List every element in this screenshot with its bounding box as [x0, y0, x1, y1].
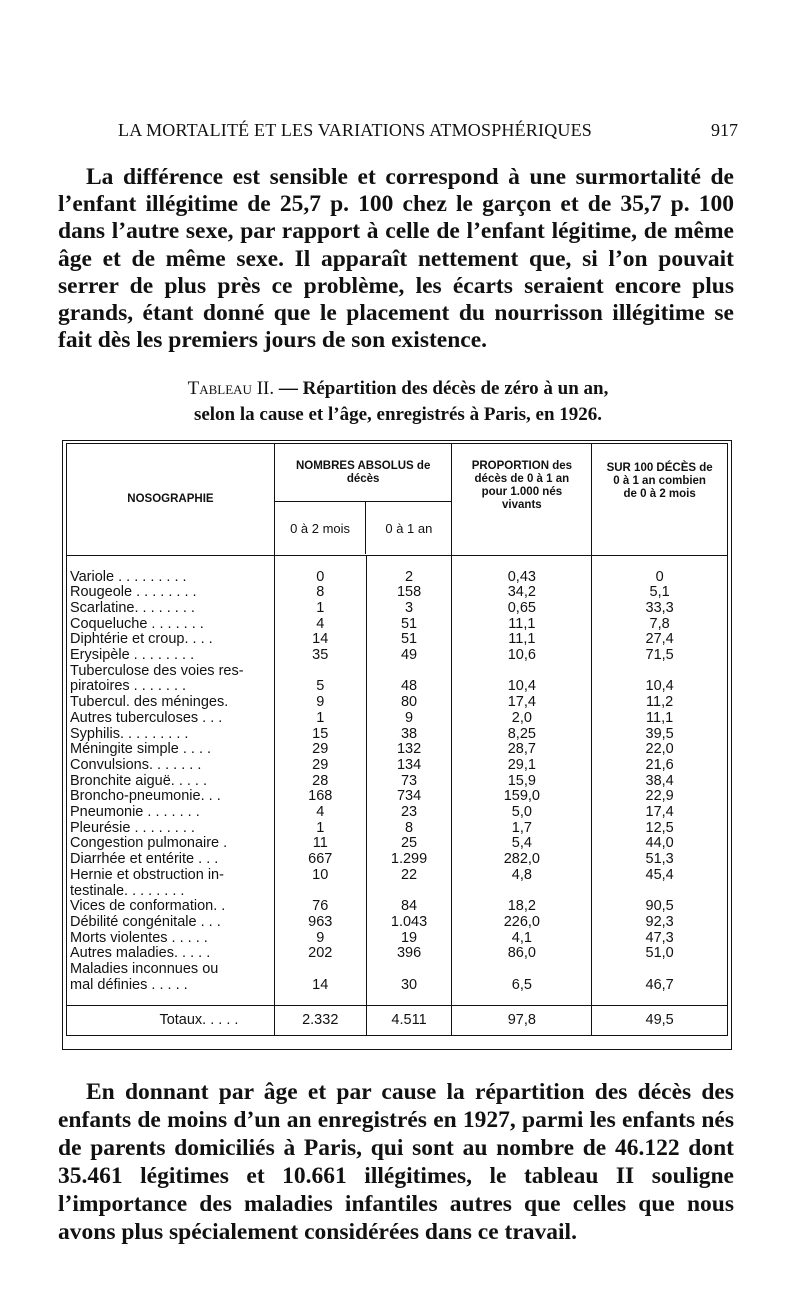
cause-cell: Congestion pulmonaire . [67, 836, 275, 852]
table-row [67, 899, 728, 915]
count-0-1-an-cell: 1.043 [366, 915, 452, 931]
table-body [67, 570, 728, 994]
totals-label: Totaux. . . . . [67, 1005, 275, 1035]
count-0-1-an-cell: 134 [366, 758, 452, 774]
count-0-1-an-cell: 38 [366, 727, 452, 743]
count-0-1-an-cell: 25 [366, 836, 452, 852]
proportion-cell: 11,1 [452, 632, 592, 648]
table-row [67, 931, 728, 947]
pct-cell: 44,0 [592, 836, 728, 852]
count-0-2-mois-cell [274, 962, 366, 978]
proportion-cell: 10,6 [452, 648, 592, 664]
cause-cell: Débilité congénitale . . . [67, 915, 275, 931]
cause-cell: Scarlatine. . . . . . . . [67, 601, 275, 617]
proportion-cell: 0,43 [452, 570, 592, 586]
pct-cell: 22,9 [592, 789, 728, 805]
pct-cell [592, 884, 728, 900]
proportion-cell: 29,1 [452, 758, 592, 774]
table-row [67, 742, 728, 758]
totals-row [67, 1005, 728, 1035]
header-0-1-an: 0 à 1 an [385, 520, 433, 536]
pct-cell: 47,3 [592, 931, 728, 947]
cause-cell: Vices de conformation. . [67, 899, 275, 915]
count-0-2-mois-cell: 9 [274, 695, 366, 711]
count-0-2-mois-cell: 4 [274, 617, 366, 633]
count-0-1-an-cell: 2 [366, 570, 452, 586]
caption-line-2: selon la cause et l’âge, enregistrés à Paris, en 1926. [193, 404, 603, 425]
cause-cell: Tuberculose des voies res- [67, 664, 275, 680]
table-header-row [67, 444, 728, 556]
header-nombres-absolus [274, 444, 452, 556]
proportion-cell: 18,2 [452, 899, 592, 915]
header-nosographie: NOSOGRAPHIE [67, 444, 275, 556]
pct-cell: 51,0 [592, 946, 728, 962]
count-0-2-mois-cell: 15 [274, 727, 366, 743]
cause-cell: Convulsions. . . . . . . [67, 758, 275, 774]
table-row [67, 632, 728, 648]
table-row [67, 585, 728, 601]
count-0-2-mois-cell: 667 [274, 852, 366, 868]
count-0-2-mois-cell: 5 [274, 679, 366, 695]
count-0-1-an-cell: 158 [366, 585, 452, 601]
pct-cell: 38,4 [592, 774, 728, 790]
table-row [67, 789, 728, 805]
table-row [67, 868, 728, 884]
count-0-1-an-cell: 23 [366, 805, 452, 821]
header-sur-100: SUR 100 DÉCÈS de 0 à 1 an combien de 0 à 2 mois [592, 444, 728, 556]
page-number: 917 [711, 120, 738, 140]
caption-line-1 [62, 376, 734, 402]
proportion-cell [452, 664, 592, 680]
count-0-1-an-cell: 734 [366, 789, 452, 805]
proportion-cell: 2,0 [452, 711, 592, 727]
table-row [67, 978, 728, 994]
count-0-2-mois-cell: 1 [274, 601, 366, 617]
closing-paragraph [58, 1078, 734, 1246]
count-0-2-mois-cell: 35 [274, 648, 366, 664]
cause-cell: Variole . . . . . . . . . [67, 570, 275, 586]
cause-cell: mal définies . . . . . [67, 978, 275, 994]
table-row [67, 664, 728, 680]
count-0-1-an-cell: 51 [366, 617, 452, 633]
cause-cell: Rougeole . . . . . . . . [67, 585, 275, 601]
intro-text: La différence est sensible et correspond à une surmortalité de l’enfant illégitime de 25,7 p. 100 chez le garçon et de 35,7 p. 100 dans l’autre sexe, par rapport à celle de l’enfant légitime, de même âge et de même sexe. Il apparaît nettement que, si l’on pouvait serrer de plus près ce problème, les écarts seraient encore plus grands, étant donné que le placement du nourrisson illégitime se fait dès les premiers jours de son existence. [58, 164, 734, 354]
pct-cell: 5,1 [592, 585, 728, 601]
table-row [67, 648, 728, 664]
proportion-cell: 15,9 [452, 774, 592, 790]
count-0-2-mois-cell: 4 [274, 805, 366, 821]
count-0-2-mois-cell: 202 [274, 946, 366, 962]
cause-cell: Diphtérie et croup. . . . [67, 632, 275, 648]
count-0-1-an-cell: 19 [366, 931, 452, 947]
table-row [67, 962, 728, 978]
count-0-2-mois-cell: 76 [274, 899, 366, 915]
proportion-cell: 0,65 [452, 601, 592, 617]
table-caption [62, 376, 734, 428]
table-row [67, 727, 728, 743]
count-0-1-an-cell [366, 884, 452, 900]
count-0-2-mois-cell: 11 [274, 836, 366, 852]
count-0-2-mois-cell: 14 [274, 978, 366, 994]
count-0-2-mois-cell [274, 664, 366, 680]
pct-cell: 46,7 [592, 978, 728, 994]
proportion-cell: 226,0 [452, 915, 592, 931]
proportion-cell: 159,0 [452, 789, 592, 805]
pct-cell: 71,5 [592, 648, 728, 664]
header-0-2-mois: 0 à 2 mois [275, 502, 366, 554]
count-0-2-mois-cell: 168 [274, 789, 366, 805]
table-row [67, 946, 728, 962]
table-row [67, 852, 728, 868]
table-row [67, 601, 728, 617]
pct-cell: 17,4 [592, 805, 728, 821]
table-row [67, 821, 728, 837]
proportion-cell: 34,2 [452, 585, 592, 601]
count-0-2-mois-cell: 8 [274, 585, 366, 601]
header-nombres-title: NOMBRES ABSOLUS de décès [275, 444, 452, 502]
table-row [67, 711, 728, 727]
proportion-cell: 28,7 [452, 742, 592, 758]
count-0-1-an-cell: 1.299 [366, 852, 452, 868]
proportion-cell: 4,1 [452, 931, 592, 947]
pct-cell: 10,4 [592, 679, 728, 695]
count-0-1-an-cell [366, 962, 452, 978]
count-0-1-an-cell: 8 [366, 821, 452, 837]
count-0-2-mois-cell: 963 [274, 915, 366, 931]
cause-cell: Autres tuberculoses . . . [67, 711, 275, 727]
pct-cell: 90,5 [592, 899, 728, 915]
proportion-cell: 282,0 [452, 852, 592, 868]
totals-0-2-mois: 2.332 [274, 1005, 366, 1035]
pct-cell: 27,4 [592, 632, 728, 648]
cause-cell: Bronchite aiguë. . . . . [67, 774, 275, 790]
table-row [67, 695, 728, 711]
table-row [67, 836, 728, 852]
totals-proportion: 97,8 [452, 1005, 592, 1035]
proportion-cell: 6,5 [452, 978, 592, 994]
cause-cell: Méningite simple . . . . [67, 742, 275, 758]
table-row [67, 805, 728, 821]
table-row [67, 884, 728, 900]
pct-cell: 45,4 [592, 868, 728, 884]
table-row [67, 915, 728, 931]
cause-cell: Coqueluche . . . . . . . [67, 617, 275, 633]
proportion-cell: 11,1 [452, 617, 592, 633]
pct-cell: 22,0 [592, 742, 728, 758]
totals-pct: 49,5 [592, 1005, 728, 1035]
proportion-cell: 4,8 [452, 868, 592, 884]
pct-cell: 0 [592, 570, 728, 586]
proportion-cell: 86,0 [452, 946, 592, 962]
table-row [67, 617, 728, 633]
count-0-1-an-cell: 49 [366, 648, 452, 664]
count-0-2-mois-cell: 1 [274, 711, 366, 727]
closing-text: En donnant par âge et par cause la répartition des décès des enfants de moins d’un an enregistrés en 1927, parmi les enfants nés de parents domiciliés à Paris, qui sont au nombre de 46.122 dont 35.461 légitimes et 10.661 illégitimes, le tableau II souligne l’importance des maladies infantiles autres que celles que nous avons plus spécialement considérées dans ce travail. [58, 1079, 734, 1245]
pct-cell: 21,6 [592, 758, 728, 774]
pct-cell: 33,3 [592, 601, 728, 617]
proportion-cell: 1,7 [452, 821, 592, 837]
count-0-2-mois-cell [274, 884, 366, 900]
cause-cell: Erysipèle . . . . . . . . [67, 648, 275, 664]
pct-cell: 11,2 [592, 695, 728, 711]
count-0-2-mois-cell: 28 [274, 774, 366, 790]
count-0-1-an-cell: 30 [366, 978, 452, 994]
proportion-cell [452, 962, 592, 978]
cause-cell: Diarrhée et entérite . . . [67, 852, 275, 868]
count-0-2-mois-cell: 1 [274, 821, 366, 837]
count-0-1-an-cell: 22 [366, 868, 452, 884]
running-title: LA MORTALITÉ ET LES VARIATIONS ATMOSPHÉRIQUES [118, 120, 593, 140]
pct-cell [592, 664, 728, 680]
cause-cell: Hernie et obstruction in- [67, 868, 275, 884]
table-row [67, 758, 728, 774]
proportion-cell: 10,4 [452, 679, 592, 695]
count-0-2-mois-cell: 0 [274, 570, 366, 586]
count-0-1-an-cell [366, 664, 452, 680]
pct-cell: 92,3 [592, 915, 728, 931]
running-header [118, 120, 738, 148]
intro-paragraph [58, 164, 734, 354]
cause-cell: Tubercul. des méninges. [67, 695, 275, 711]
count-0-2-mois-cell: 10 [274, 868, 366, 884]
cause-cell: Autres maladies. . . . . [67, 946, 275, 962]
cause-cell: piratoires . . . . . . . [67, 679, 275, 695]
cause-cell: Morts violentes . . . . . [67, 931, 275, 947]
count-0-2-mois-cell: 14 [274, 632, 366, 648]
cause-cell: testinale. . . . . . . . [67, 884, 275, 900]
cause-cell: Syphilis. . . . . . . . . [67, 727, 275, 743]
caption-text-1: — Répartition des décès de zéro à un an, [274, 378, 609, 399]
pct-cell: 39,5 [592, 727, 728, 743]
proportion-cell: 5,4 [452, 836, 592, 852]
proportion-cell: 5,0 [452, 805, 592, 821]
count-0-2-mois-cell: 29 [274, 742, 366, 758]
pct-cell: 12,5 [592, 821, 728, 837]
count-0-1-an-cell: 396 [366, 946, 452, 962]
count-0-2-mois-cell: 9 [274, 931, 366, 947]
cause-cell: Pneumonie . . . . . . . [67, 805, 275, 821]
table-row [67, 679, 728, 695]
cause-cell: Pleurésie . . . . . . . . [67, 821, 275, 837]
pct-cell: 7,8 [592, 617, 728, 633]
spacer-row-bottom [67, 993, 728, 1005]
count-0-1-an-cell: 132 [366, 742, 452, 758]
count-0-1-an-cell: 80 [366, 695, 452, 711]
spacer-row [67, 556, 728, 570]
caption-label: Tableau II. [187, 378, 275, 399]
header-sub-columns [275, 502, 452, 554]
mortality-table [62, 440, 732, 1050]
totals-0-1-an: 4.511 [366, 1005, 452, 1035]
count-0-2-mois-cell: 29 [274, 758, 366, 774]
cause-cell: Broncho-pneumonie. . . [67, 789, 275, 805]
count-0-1-an-cell: 48 [366, 679, 452, 695]
proportion-cell [452, 884, 592, 900]
table-row [67, 774, 728, 790]
table-row [67, 570, 728, 586]
count-0-1-an-cell: 3 [366, 601, 452, 617]
cause-cell: Maladies inconnues ou [67, 962, 275, 978]
table-grid [66, 443, 728, 1036]
proportion-cell: 8,25 [452, 727, 592, 743]
pct-cell: 11,1 [592, 711, 728, 727]
count-0-1-an-cell: 51 [366, 632, 452, 648]
pct-cell [592, 962, 728, 978]
count-0-1-an-cell: 9 [366, 711, 452, 727]
header-proportion: PROPORTION des décès de 0 à 1 an pour 1.000 nés vivants [452, 444, 592, 556]
proportion-cell: 17,4 [452, 695, 592, 711]
count-0-1-an-cell: 84 [366, 899, 452, 915]
count-0-1-an-cell: 73 [366, 774, 452, 790]
pct-cell: 51,3 [592, 852, 728, 868]
